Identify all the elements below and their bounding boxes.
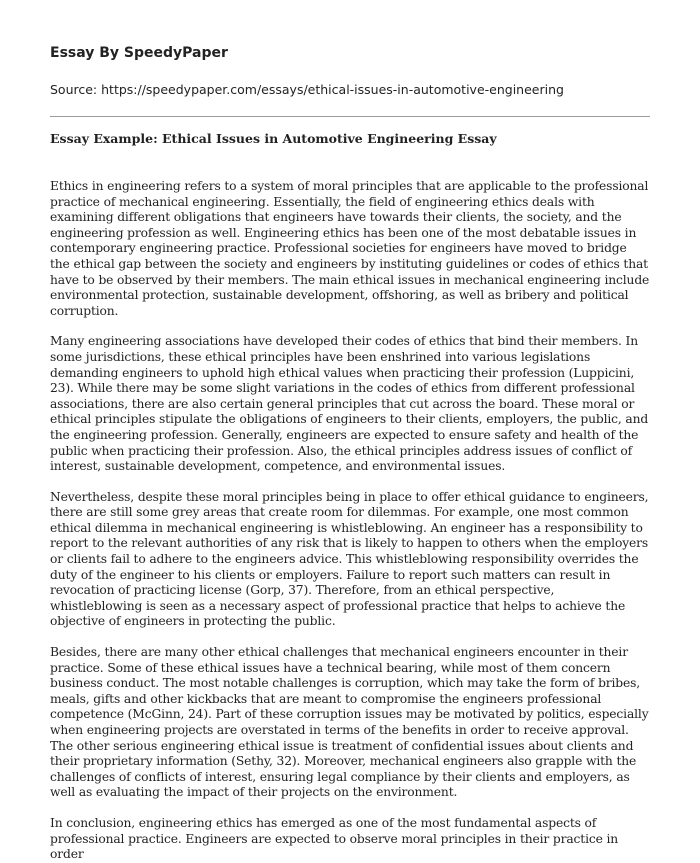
brand-title: Essay By SpeedyPaper bbox=[50, 45, 228, 61]
paragraph: Besides, there are many other ethical challenges that mechanical engineers encounter in their practice. Some of these ethical issues have a technical bearing, while most of them concern business conduct. The most notable challenges is corruption, which may take the form of bribes, meals, gifts and other kickbacks that are meant to compromise the engineers professional competence (McGinn, 24). Part of these corruption issues may be motivated by politics, especially when engineering projects are overstated in terms of the benefits in order to receive approval. The other serious engineering ethical issue is treatment of confidential issues about clients and their proprietary information (Sethy, 32). Moreover, mechanical engineers also grapple with the challenges of conflicts of interest, ensuring legal compliance by their clients and employers, as well as evaluating the impact of their projects on the environment. bbox=[50, 645, 649, 800]
paragraph: Nevertheless, despite these moral principles being in place to offer ethical guidance to engineers, there are still some grey areas that create room for dilemmas. For example, one most common ethical dilemma in mechanical engineering is whistleblowing. An engineer has a responsibility to report to the relevant authorities of any risk that is likely to happen to others when the employers or clients fail to adhere to the engineers advice. This whistleblowing responsibility overrides the duty of the engineer to his clients or employers. Failure to report such matters can result in revocation of practicing license (Gorp, 37). Therefore, from an ethical perspective, whistleblowing is seen as a necessary aspect of professional practice that helps to achieve the objective of engineers in protecting the public. bbox=[50, 489, 649, 629]
essay-title: Essay Example: Ethical Issues in Automotive Engineering Essay bbox=[50, 131, 497, 146]
header-divider bbox=[50, 116, 650, 117]
essay-body bbox=[50, 179, 650, 863]
source-line: Source: https://speedypaper.com/essays/ethical-issues-in-automotive-engineering bbox=[50, 82, 564, 97]
paragraph: Ethics in engineering refers to a system of moral principles that are applicable to the professional practice of mechanical engineering. Essentially, the field of engineering ethics deals with examining different obligations that engineers have towards their clients, the society, and the engineering profession as well. Engineering ethics has been one of the most debatable issues in contemporary engineering practice. Professional societies for engineers have moved to bridge the ethical gap between the society and engineers by instituting guidelines or codes of ethics that have to be observed by their members. The main ethical issues in mechanical engineering include environmental protection, sustainable development, offshoring, as well as bribery and political corruption. bbox=[50, 179, 650, 318]
paragraph: Many engineering associations have developed their codes of ethics that bind their members. In some jurisdictions, these ethical principles have been enshrined into various legislations demanding engineers to uphold high ethical values when practicing their profession (Luppicini, 23). While there may be some slight variations in the codes of ethics from different professional associations, there are also certain general principles that cut across the board. These moral or ethical principles stipulate the obligations of engineers to their clients, employers, the public, and the engineering profession. Generally, engineers are expected to ensure safety and health of the public when practicing their profession. Also, the ethical principles address issues of conflict of interest, sustainable development, competence, and environmental issues. bbox=[50, 334, 649, 474]
paragraph: In conclusion, engineering ethics has emerged as one of the most fundamental aspects of professional practice. Engineers are expected to observe moral principles in their practice in order bbox=[50, 815, 619, 862]
